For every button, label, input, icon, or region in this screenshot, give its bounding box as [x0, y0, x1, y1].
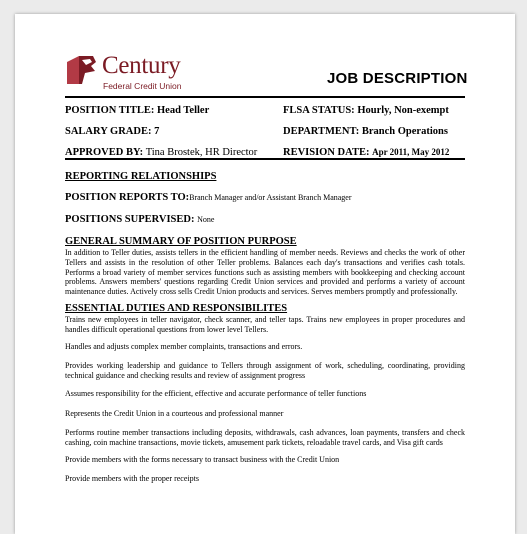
approved-by-label: APPROVED BY:: [65, 147, 144, 158]
revision-date-value: Apr 2011, May 2012: [372, 147, 450, 157]
reports-to-line: [65, 192, 352, 203]
logo-wordmark: Century: [102, 52, 181, 79]
century-logo: [65, 54, 195, 94]
header-divider: [65, 96, 465, 98]
supervised-value: None: [197, 215, 215, 224]
flsa-status-field: [283, 105, 449, 116]
approved-by-value: Tina Brostek, HR Director: [145, 147, 258, 158]
position-title-value: Head Teller: [157, 105, 210, 116]
reporting-heading: REPORTING RELATIONSHIPS: [65, 171, 217, 182]
duty-item: Provides working leadership and guidance to Tellers through assignment of work, scheduling, coordinating, providing technical guidance and checking results and review of assignment progress: [65, 361, 465, 380]
duty-item: Provide members with the forms necessary to transact business with the Credit Union: [65, 455, 340, 464]
supervised-line: [65, 214, 214, 225]
duty-item: Handles and adjusts complex member complaints, transactions and errors.: [65, 342, 303, 351]
approved-by-field: [65, 147, 257, 158]
approved-divider: [65, 158, 465, 160]
duty-item: Assumes responsibility for the efficient, effective and accurate performance of teller functions: [65, 389, 367, 398]
department-label: DEPARTMENT:: [283, 126, 360, 137]
duty-item: Represents the Credit Union in a courteous and professional manner: [65, 409, 284, 418]
reports-to-value: Branch Manager and/or Assistant Branch Manager: [189, 193, 352, 202]
supervised-label: POSITIONS SUPERVISED:: [65, 214, 195, 225]
duty-item: Trains new employees in teller navigator, check scanner, and teller taps. Trains new employees in proper procedures and handles difficult operational questions from lower level Tellers.: [65, 315, 465, 334]
eagle-flag-icon: [65, 54, 99, 86]
document-title: JOB DESCRIPTION: [327, 70, 468, 87]
document-page: [15, 14, 515, 534]
department-field: [283, 126, 448, 137]
duty-item: Provide members with the proper receipts: [65, 474, 199, 483]
summary-heading: GENERAL SUMMARY OF POSITION PURPOSE: [65, 236, 297, 247]
salary-grade-label: SALARY GRADE:: [65, 126, 152, 137]
flsa-status-label: FLSA STATUS:: [283, 105, 355, 116]
logo-subtitle: Federal Credit Union: [103, 81, 182, 91]
duties-heading: ESSENTIAL DUTIES AND RESPONSIBILITES: [65, 303, 288, 314]
department-value: Branch Operations: [361, 126, 448, 137]
position-title-field: [65, 105, 209, 116]
salary-grade-field: [65, 126, 159, 137]
revision-date-label: REVISION DATE:: [283, 147, 370, 158]
duty-item: Performs routine member transactions including deposits, withdrawals, cash advances, loan payments, transfers and check cashing, coin machine transactions, movie tickets, amusement park tickets, reloadable travel cards, and Visa gift cards: [65, 428, 465, 447]
flsa-status-value: Hourly, Non-exempt: [357, 105, 449, 116]
reports-to-label: POSITION REPORTS TO:: [65, 192, 190, 203]
revision-date-field: [283, 147, 449, 158]
position-title-label: POSITION TITLE:: [65, 105, 155, 116]
summary-paragraph: In addition to Teller duties, assists tellers in the efficient handling of member needs. Reviews and checks the work of other Tellers and assists in the resolution of other Teller problems. Balances each day's transactions and verifies cash totals. Performs a broad variety of member services functions such as assisting members with bookkeeping and checking account problems. Answers members' questions regarding Credit Union services and provided and performs a variety of account maintenance duties. Actively cross sells Credit Union products and services. Serves members promptly and professionally.: [65, 248, 465, 297]
salary-grade-value: 7: [154, 126, 160, 137]
